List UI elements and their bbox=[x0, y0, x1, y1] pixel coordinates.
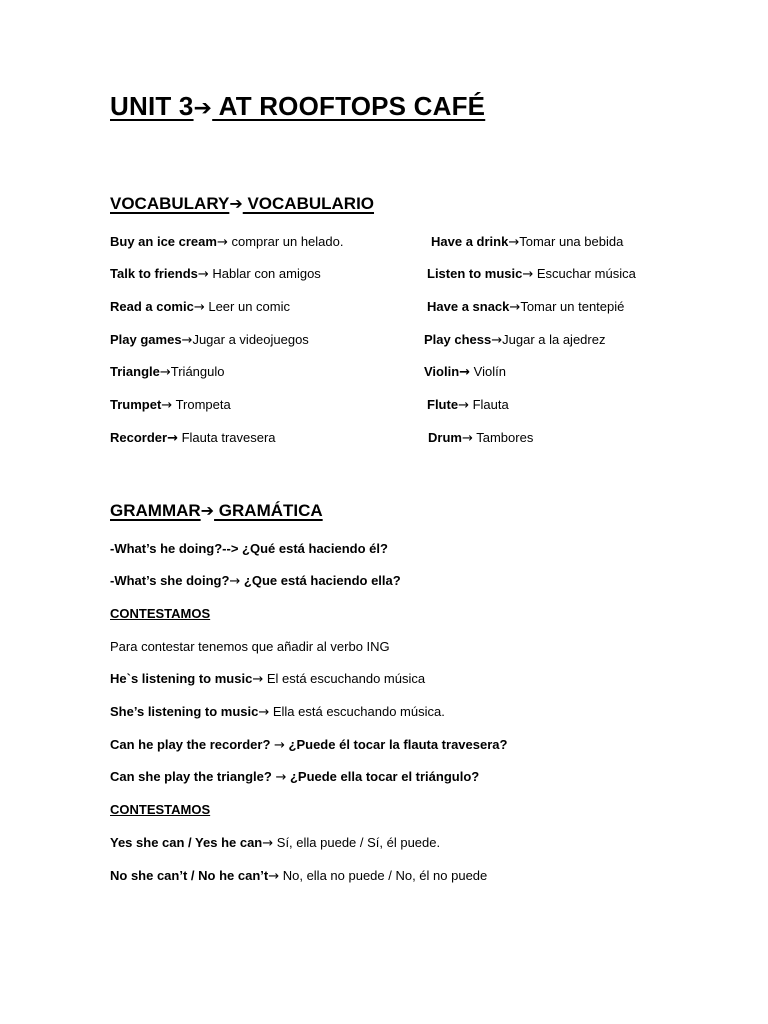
arrow-icon: → bbox=[508, 235, 520, 250]
vocab-item: Triangle→Triángulo bbox=[110, 364, 225, 380]
grammar-question: Can she play the triangle? → ¿Puede ella tocar el triángulo? bbox=[110, 769, 480, 785]
vocab-item: Play games→Jugar a videojuegos bbox=[110, 332, 309, 348]
arrow-icon: → bbox=[461, 431, 473, 446]
arrow-icon: → bbox=[275, 770, 287, 785]
arrow-icon: → bbox=[262, 836, 274, 851]
grammar-note: Para contestar tenemos que añadir al verbo ING bbox=[110, 639, 390, 654]
contestamos-label: CONTESTAMOS bbox=[110, 802, 211, 817]
arrow-icon: → bbox=[491, 333, 503, 348]
vocab-item: Talk to friends→ Hablar con amigos bbox=[110, 266, 321, 282]
vocabulary-heading-arrow-icon: ➔ bbox=[229, 194, 243, 213]
arrow-icon: → bbox=[167, 431, 178, 446]
arrow-icon: → bbox=[258, 705, 270, 720]
vocab-item: Play chess→Jugar a la ajedrez bbox=[424, 332, 606, 348]
grammar-heading-arrow-icon: ➔ bbox=[200, 501, 215, 520]
arrow-icon: → bbox=[197, 267, 209, 282]
vocab-item: Read a comic→ Leer un comic bbox=[110, 299, 290, 315]
vocab-item: Trumpet→ Trompeta bbox=[110, 397, 231, 413]
title-arrow-icon: ➔ bbox=[193, 96, 213, 121]
grammar-answer: He`s listening to music→ El está escuchando música bbox=[110, 671, 426, 687]
grammar-question: -What’s she doing?→ ¿Que está haciendo ella? bbox=[110, 573, 401, 589]
arrow-icon: → bbox=[458, 398, 469, 413]
arrow-icon: → bbox=[268, 869, 280, 884]
vocab-item: Drum→ Tambores bbox=[428, 430, 534, 446]
arrow-icon: → bbox=[274, 738, 285, 753]
vocab-item: Buy an ice cream→ comprar un helado. bbox=[110, 234, 344, 250]
vocab-item: Listen to music→ Escuchar música bbox=[427, 266, 636, 282]
arrow-icon: → bbox=[252, 672, 264, 687]
title-unit: UNIT 3 bbox=[110, 91, 194, 121]
title-name: AT ROOFTOPS CAFÉ bbox=[212, 91, 486, 121]
grammar-answer: No she can’t / No he can’t→ No, ella no puede / No, él no puede bbox=[110, 868, 488, 884]
grammar-question: Can he play the recorder? → ¿Puede él tocar la flauta travesera? bbox=[110, 737, 508, 753]
vocab-item: Recorder→ Flauta travesera bbox=[110, 430, 276, 446]
grammar-answer: She’s listening to music→ Ella está escuchando música. bbox=[110, 704, 445, 720]
grammar-heading: GRAMMAR➔ GRAMÁTICA bbox=[110, 501, 323, 520]
contestamos-label: CONTESTAMOS bbox=[110, 606, 211, 621]
arrow-icon: → bbox=[229, 574, 241, 589]
arrow-icon: → bbox=[216, 235, 228, 250]
grammar-answer: Yes she can / Yes he can→ Sí, ella puede / Sí, él puede. bbox=[110, 835, 441, 851]
page-title bbox=[110, 90, 485, 125]
arrow-icon: → bbox=[161, 398, 173, 413]
arrow-icon: → bbox=[459, 365, 471, 380]
vocabulary-heading: VOCABULARY➔ VOCABULARIO bbox=[110, 194, 375, 213]
vocab-item: Have a snack→Tomar un tentepié bbox=[427, 299, 625, 315]
grammar-question: -What’s he doing?--> ¿Qué está haciendo él? bbox=[110, 541, 388, 556]
arrow-icon: → bbox=[193, 300, 205, 315]
arrow-icon: → bbox=[159, 365, 171, 380]
arrow-icon: → bbox=[522, 267, 534, 282]
vocab-item: Have a drink→Tomar una bebida bbox=[431, 234, 624, 250]
arrow-icon: → bbox=[509, 300, 521, 315]
vocab-item: Flute→ Flauta bbox=[427, 397, 509, 413]
vocab-item: Violin→ Violín bbox=[424, 364, 506, 380]
arrow-icon: → bbox=[181, 333, 193, 348]
